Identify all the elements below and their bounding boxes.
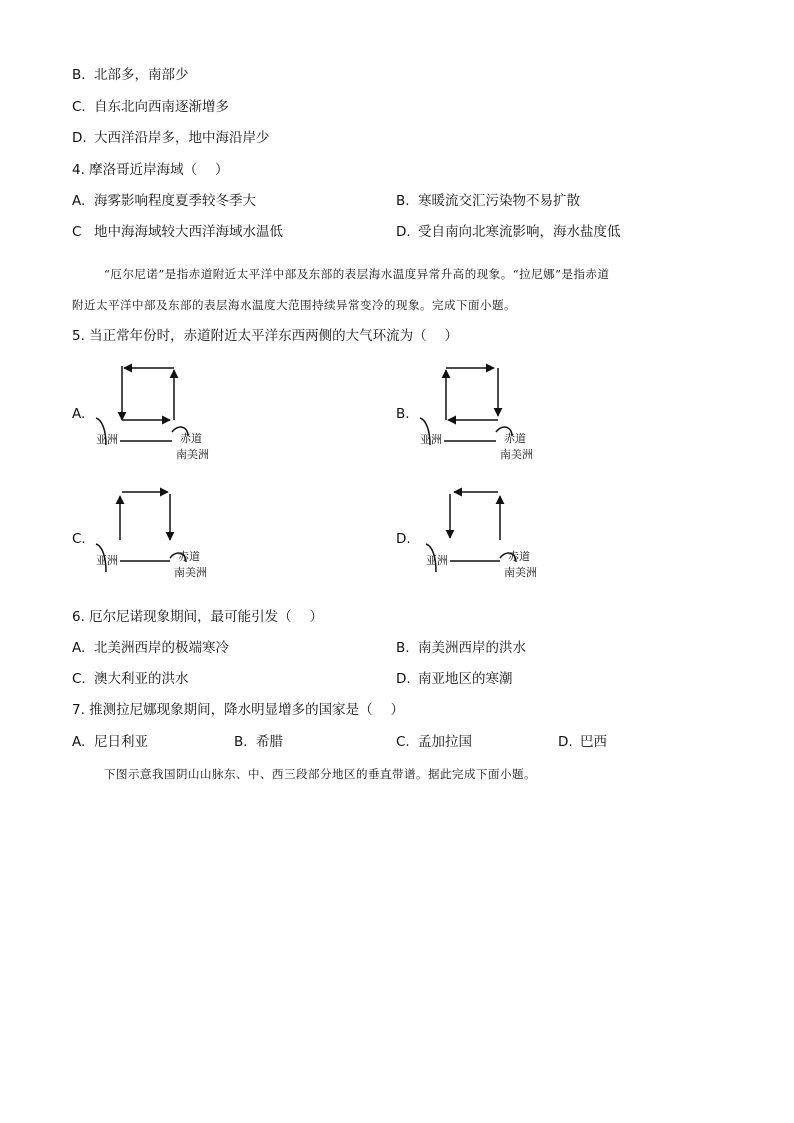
q3-option-d <box>72 129 270 147</box>
q6-option-a <box>72 639 229 657</box>
q6-option-b <box>396 639 526 657</box>
q7-option-a <box>72 733 148 751</box>
option-tag: B. <box>234 734 248 750</box>
south-america-label: 南美洲 <box>176 448 209 461</box>
figure-b-tag: B. <box>396 406 410 422</box>
q6-stem: 6. 厄尔尼诺现象期间，最可能引发（ ） <box>72 609 323 625</box>
figure-b-diagram <box>414 360 564 470</box>
asia-label: 亚洲 <box>96 554 118 567</box>
option-tag: D. <box>396 224 411 240</box>
option-tag: A. <box>72 734 86 750</box>
equator-label: 赤道 <box>178 550 200 563</box>
option-text: 自东北向西南逐渐增多 <box>94 99 229 115</box>
option-text: 受自南向北寒流影响，海水盐度低 <box>418 224 621 240</box>
option-text: 希腊 <box>256 734 283 750</box>
q6-option-c <box>72 670 189 688</box>
option-tag: D. <box>72 130 87 146</box>
equator-label: 赤道 <box>180 432 202 445</box>
figure-a-tag: A. <box>72 406 86 422</box>
south-america-label: 南美洲 <box>500 448 533 461</box>
option-text: 海雾影响程度夏季较冬季大 <box>94 193 256 209</box>
figure-a-diagram <box>90 360 240 470</box>
option-text: 南美洲西岸的洪水 <box>418 640 526 656</box>
option-text: 北美洲西岸的极端寒冷 <box>94 640 229 656</box>
q4-option-a <box>72 192 256 210</box>
passage-line-2: 附近太平洋中部及东部的表层海水温度大范围持续异常变冷的现象。完成下面小题。 <box>72 298 516 312</box>
option-tag: D. <box>558 734 573 750</box>
option-text: 寒暖流交汇污染物不易扩散 <box>418 193 580 209</box>
q4-option-d <box>396 223 621 241</box>
option-text: 南亚地区的寒潮 <box>418 671 513 687</box>
option-tag: B. <box>396 193 410 209</box>
q3-option-b <box>72 66 189 84</box>
q4-option-c <box>72 223 283 241</box>
option-text: 大西洋沿岸多，地中海沿岸少 <box>94 130 270 146</box>
option-tag: C <box>72 224 82 240</box>
asia-label: 亚洲 <box>426 554 448 567</box>
figure-d-tag: D. <box>396 531 411 547</box>
south-america-label: 南美洲 <box>504 566 537 579</box>
figure-c-diagram <box>90 484 240 594</box>
option-text: 澳大利亚的洪水 <box>94 671 189 687</box>
option-tag: C. <box>72 99 86 115</box>
asia-label: 亚洲 <box>96 433 118 446</box>
option-tag: B. <box>396 640 410 656</box>
option-tag: B. <box>72 67 86 83</box>
option-tag: C. <box>396 734 410 750</box>
equator-label: 赤道 <box>508 550 530 563</box>
passage-line-1: “厄尔尼诺”是指赤道附近太平洋中部及东部的表层海水温度异常升高的现象。“拉尼娜”是指赤道 <box>104 267 610 281</box>
asia-label: 亚洲 <box>420 433 442 446</box>
figure-d-diagram <box>420 484 570 594</box>
q7-stem: 7. 推测拉尼娜现象期间，降水明显增多的国家是（ ） <box>72 702 404 718</box>
option-tag: A. <box>72 640 86 656</box>
option-text: 巴西 <box>580 734 607 750</box>
q7-option-c <box>396 733 472 751</box>
option-text: 尼日利亚 <box>94 734 148 750</box>
q7-option-d <box>558 733 607 751</box>
q4-option-b <box>396 192 580 210</box>
option-tag: D. <box>396 671 411 687</box>
passage-2: 下图示意我国阴山山脉东、中、西三段部分地区的垂直带谱。据此完成下面小题。 <box>104 767 536 781</box>
q7-option-b <box>234 733 283 751</box>
q5-stem: 5. 当正常年份时，赤道附近太平洋东西两侧的大气环流为（ ） <box>72 328 458 344</box>
option-tag: A. <box>72 193 86 209</box>
q3-option-c <box>72 98 229 116</box>
option-text: 地中海海域较大西洋海域水温低 <box>94 224 283 240</box>
option-text: 北部多，南部少 <box>94 67 189 83</box>
option-tag: C. <box>72 671 86 687</box>
option-text: 孟加拉国 <box>418 734 472 750</box>
equator-label: 赤道 <box>504 432 526 445</box>
q4-stem: 4. 摩洛哥近岸海域（ ） <box>72 162 229 178</box>
south-america-label: 南美洲 <box>174 566 207 579</box>
figure-c-tag: C. <box>72 531 86 547</box>
q6-option-d <box>396 670 513 688</box>
